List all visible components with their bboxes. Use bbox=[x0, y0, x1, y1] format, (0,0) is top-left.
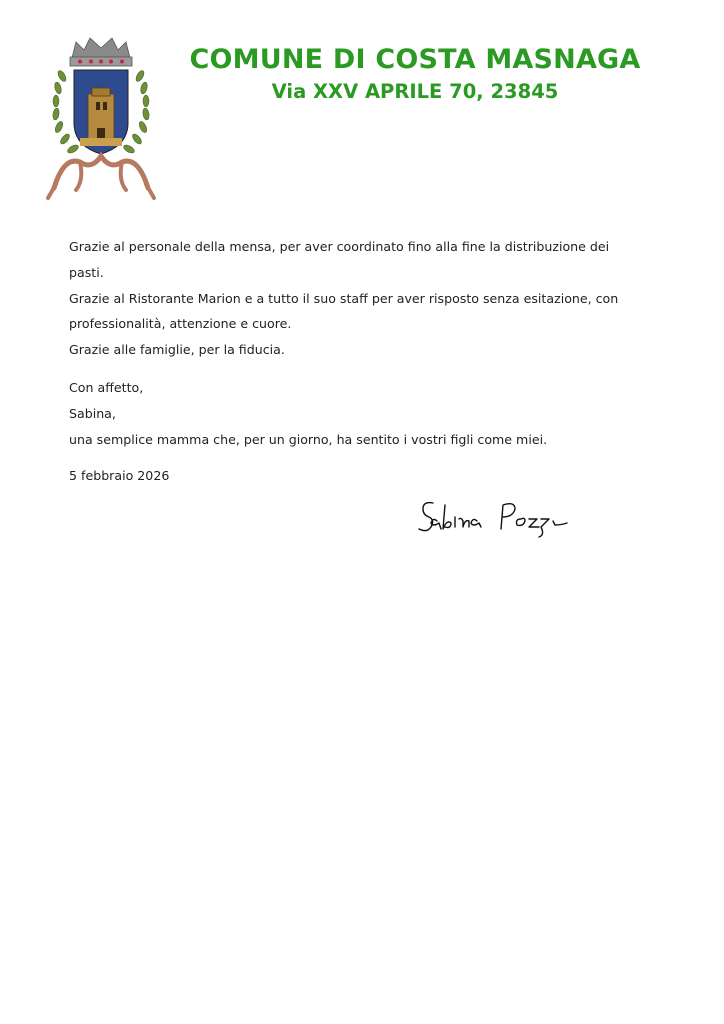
municipality-title: COMUNE DI COSTA MASNAGA bbox=[189, 44, 641, 75]
closing-line: una semplice mamma che, per un giorno, ha sentito i vostri figli come miei. bbox=[69, 431, 548, 447]
letter-date: 5 febbraio 2026 bbox=[69, 468, 170, 483]
letter-closing bbox=[69, 375, 639, 453]
municipality-address: Via XXV APRILE 70, 23845 bbox=[271, 80, 559, 103]
paragraph-families: Grazie alle famiglie, per la fiducia. bbox=[69, 342, 285, 358]
letter-body bbox=[69, 234, 639, 453]
closing-name: Sabina, bbox=[69, 405, 116, 421]
ribbon-icon bbox=[48, 156, 154, 198]
paragraph-restaurant: Grazie al Ristorante Marion e a tutto il suo staff per aver risposto senza esitazione, con professionalità, attenzione e cuore. bbox=[69, 290, 619, 332]
closing-salutation: Con affetto, bbox=[69, 379, 144, 395]
coat-of-arms-icon bbox=[40, 28, 162, 204]
crown-icon bbox=[70, 38, 132, 66]
handwritten-signature bbox=[415, 495, 580, 540]
paragraph-canteen-staff: Grazie al personale della mensa, per aver coordinato fino alla fine la distribuzione dei pasti. bbox=[69, 239, 610, 280]
